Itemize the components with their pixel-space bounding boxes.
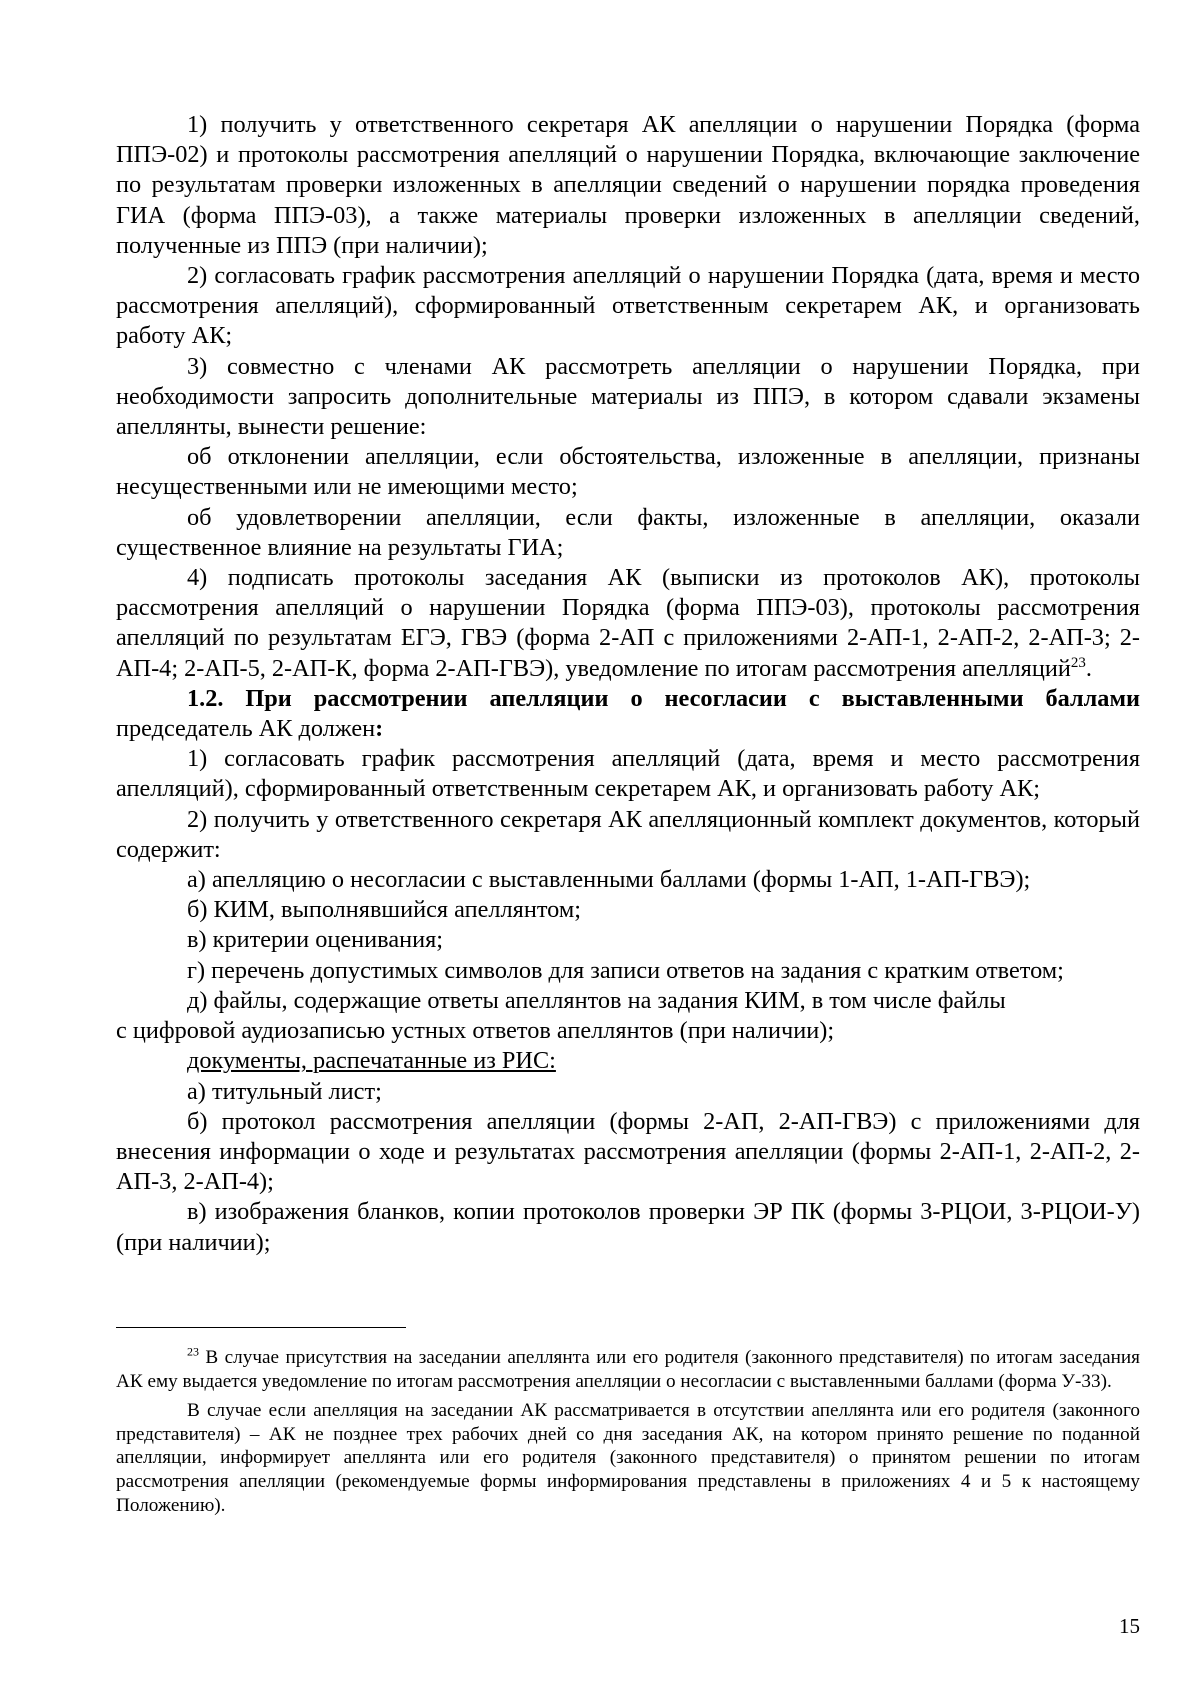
section-heading-colon: :: [375, 715, 384, 743]
page-number: 15: [1119, 1614, 1140, 1638]
section-heading-rest: председатель АК должен: [116, 715, 376, 743]
paragraph-text: 4) подписать протоколы заседания АК (выписки из протоколов АК), протоколы рассмотрения апелляций о нарушении Порядка (форма ППЭ-03), протоколы рассмотрения апелляций по результатам ЕГЭ, ГВЭ (форма 2-АП с приложениями 2-АП-1, 2-АП-2, 2-АП-3; 2-АП-4; 2-АП-5, 2-АП-К, форма 2-АП-ГВЭ), уведомление по итогам рассмотрения апелляций: [116, 564, 1140, 682]
footnote: [116, 1346, 1140, 1393]
list-item: а) апелляцию о несогласии с выставленными баллами (формы 1-АП, 1-АП-ГВЭ);: [187, 866, 1031, 894]
body-text: [116, 110, 1140, 1258]
list-item: в) критерии оценивания;: [187, 926, 444, 954]
list-item: б) протокол рассмотрения апелляции (формы 2-АП, 2-АП-ГВЭ) с приложениями для внесения информации о ходе и результатах рассмотрения апелляции (формы 2-АП-1, 2-АП-2, 2-АП-3, 2-АП-4);: [116, 1107, 1140, 1196]
footnote-ref[interactable]: 23: [1070, 654, 1086, 671]
list-item-continuation: с цифровой аудиозаписью устных ответов апеллянтов (при наличии);: [116, 1017, 835, 1045]
footnote-text: В случае присутствия на заседании апеллянта или его родителя (законного представителя) по итогам заседания АК ему выдается уведомление по итогам рассмотрения апелляции о несогласии с выставленными баллами (форма У-33).: [116, 1347, 1140, 1392]
paragraph: 2) получить у ответственного секретаря АК апелляционный комплект документов, который содержит:: [116, 805, 1140, 863]
list-item: а) титульный лист;: [187, 1077, 382, 1105]
paragraph-tail: .: [1085, 654, 1092, 682]
list-item: б) КИМ, выполнявшийся апеллянтом;: [187, 896, 581, 924]
list-item: д) файлы, содержащие ответы апеллянтов на задания КИМ, в том числе файлы: [187, 986, 1006, 1014]
footnote-separator: [116, 1327, 406, 1328]
paragraph: 2) согласовать график рассмотрения апелляций о нарушении Порядка (дата, время и место рассмотрения апелляций), сформированный ответственным секретарем АК, и организовать работу АК;: [116, 262, 1140, 350]
paragraph: 3) совместно с членами АК рассмотреть апелляции о нарушении Порядка, при необходимости запросить дополнительные материалы из ППЭ, в котором сдавали экзамены апеллянты, вынести решение:: [116, 352, 1140, 441]
paragraph: [116, 563, 1140, 684]
paragraph: 1) согласовать график рассмотрения апелляций (дата, время и место рассмотрения апелляций), сформированный ответственным секретарем АК, и организовать работу АК;: [116, 745, 1140, 803]
footnotes: [116, 1346, 1140, 1517]
footnote-marker: 23: [187, 1344, 199, 1359]
list-item: в) изображения бланков, копии протоколов проверки ЭР ПК (формы 3-РЦОИ, 3-РЦОИ-У) (при наличии);: [116, 1198, 1140, 1256]
paragraph: об удовлетворении апелляции, если факты, изложенные в апелляции, оказали существенное влияние на результаты ГИА;: [116, 503, 1140, 561]
list-item: г) перечень допустимых символов для записи ответов на задания с кратким ответом;: [187, 956, 1064, 984]
subheading-underlined: документы, распечатанные из РИС:: [187, 1047, 556, 1075]
paragraph: об отклонении апелляции, если обстоятельства, изложенные в апелляции, признаны несущественными или не имеющими место;: [116, 443, 1140, 501]
section-heading: [116, 684, 1140, 744]
footnote-continuation: В случае если апелляция на заседании АК рассматривается в отсутствии апеллянта или его родителя (законного представителя) – АК не позднее трех рабочих дней со дня заседания АК, на котором принято решение по поданной апелляции, информирует апеллянта или его родителя (законного представителя) о принятом решении по итогам рассмотрения апелляции (рекомендуемые формы информирования представлены в приложениях 4 и 5 к настоящему Положению).: [116, 1400, 1140, 1516]
paragraph: 1) получить у ответственного секретаря АК апелляции о нарушении Порядка (форма ППЭ-02) и протоколы рассмотрения апелляций о нарушении Порядка, включающие заключение по результатам проверки изложенных в апелляции сведений о нарушении порядка проведения ГИА (форма ППЭ-03), а также материалы проверки изложенных в апелляции сведений, полученные из ППЭ (при наличии);: [116, 111, 1140, 259]
subheading: [116, 1046, 1140, 1076]
section-heading-bold: 1.2. При рассмотрении апелляции о несогласии с выставленными баллами: [187, 684, 1140, 712]
